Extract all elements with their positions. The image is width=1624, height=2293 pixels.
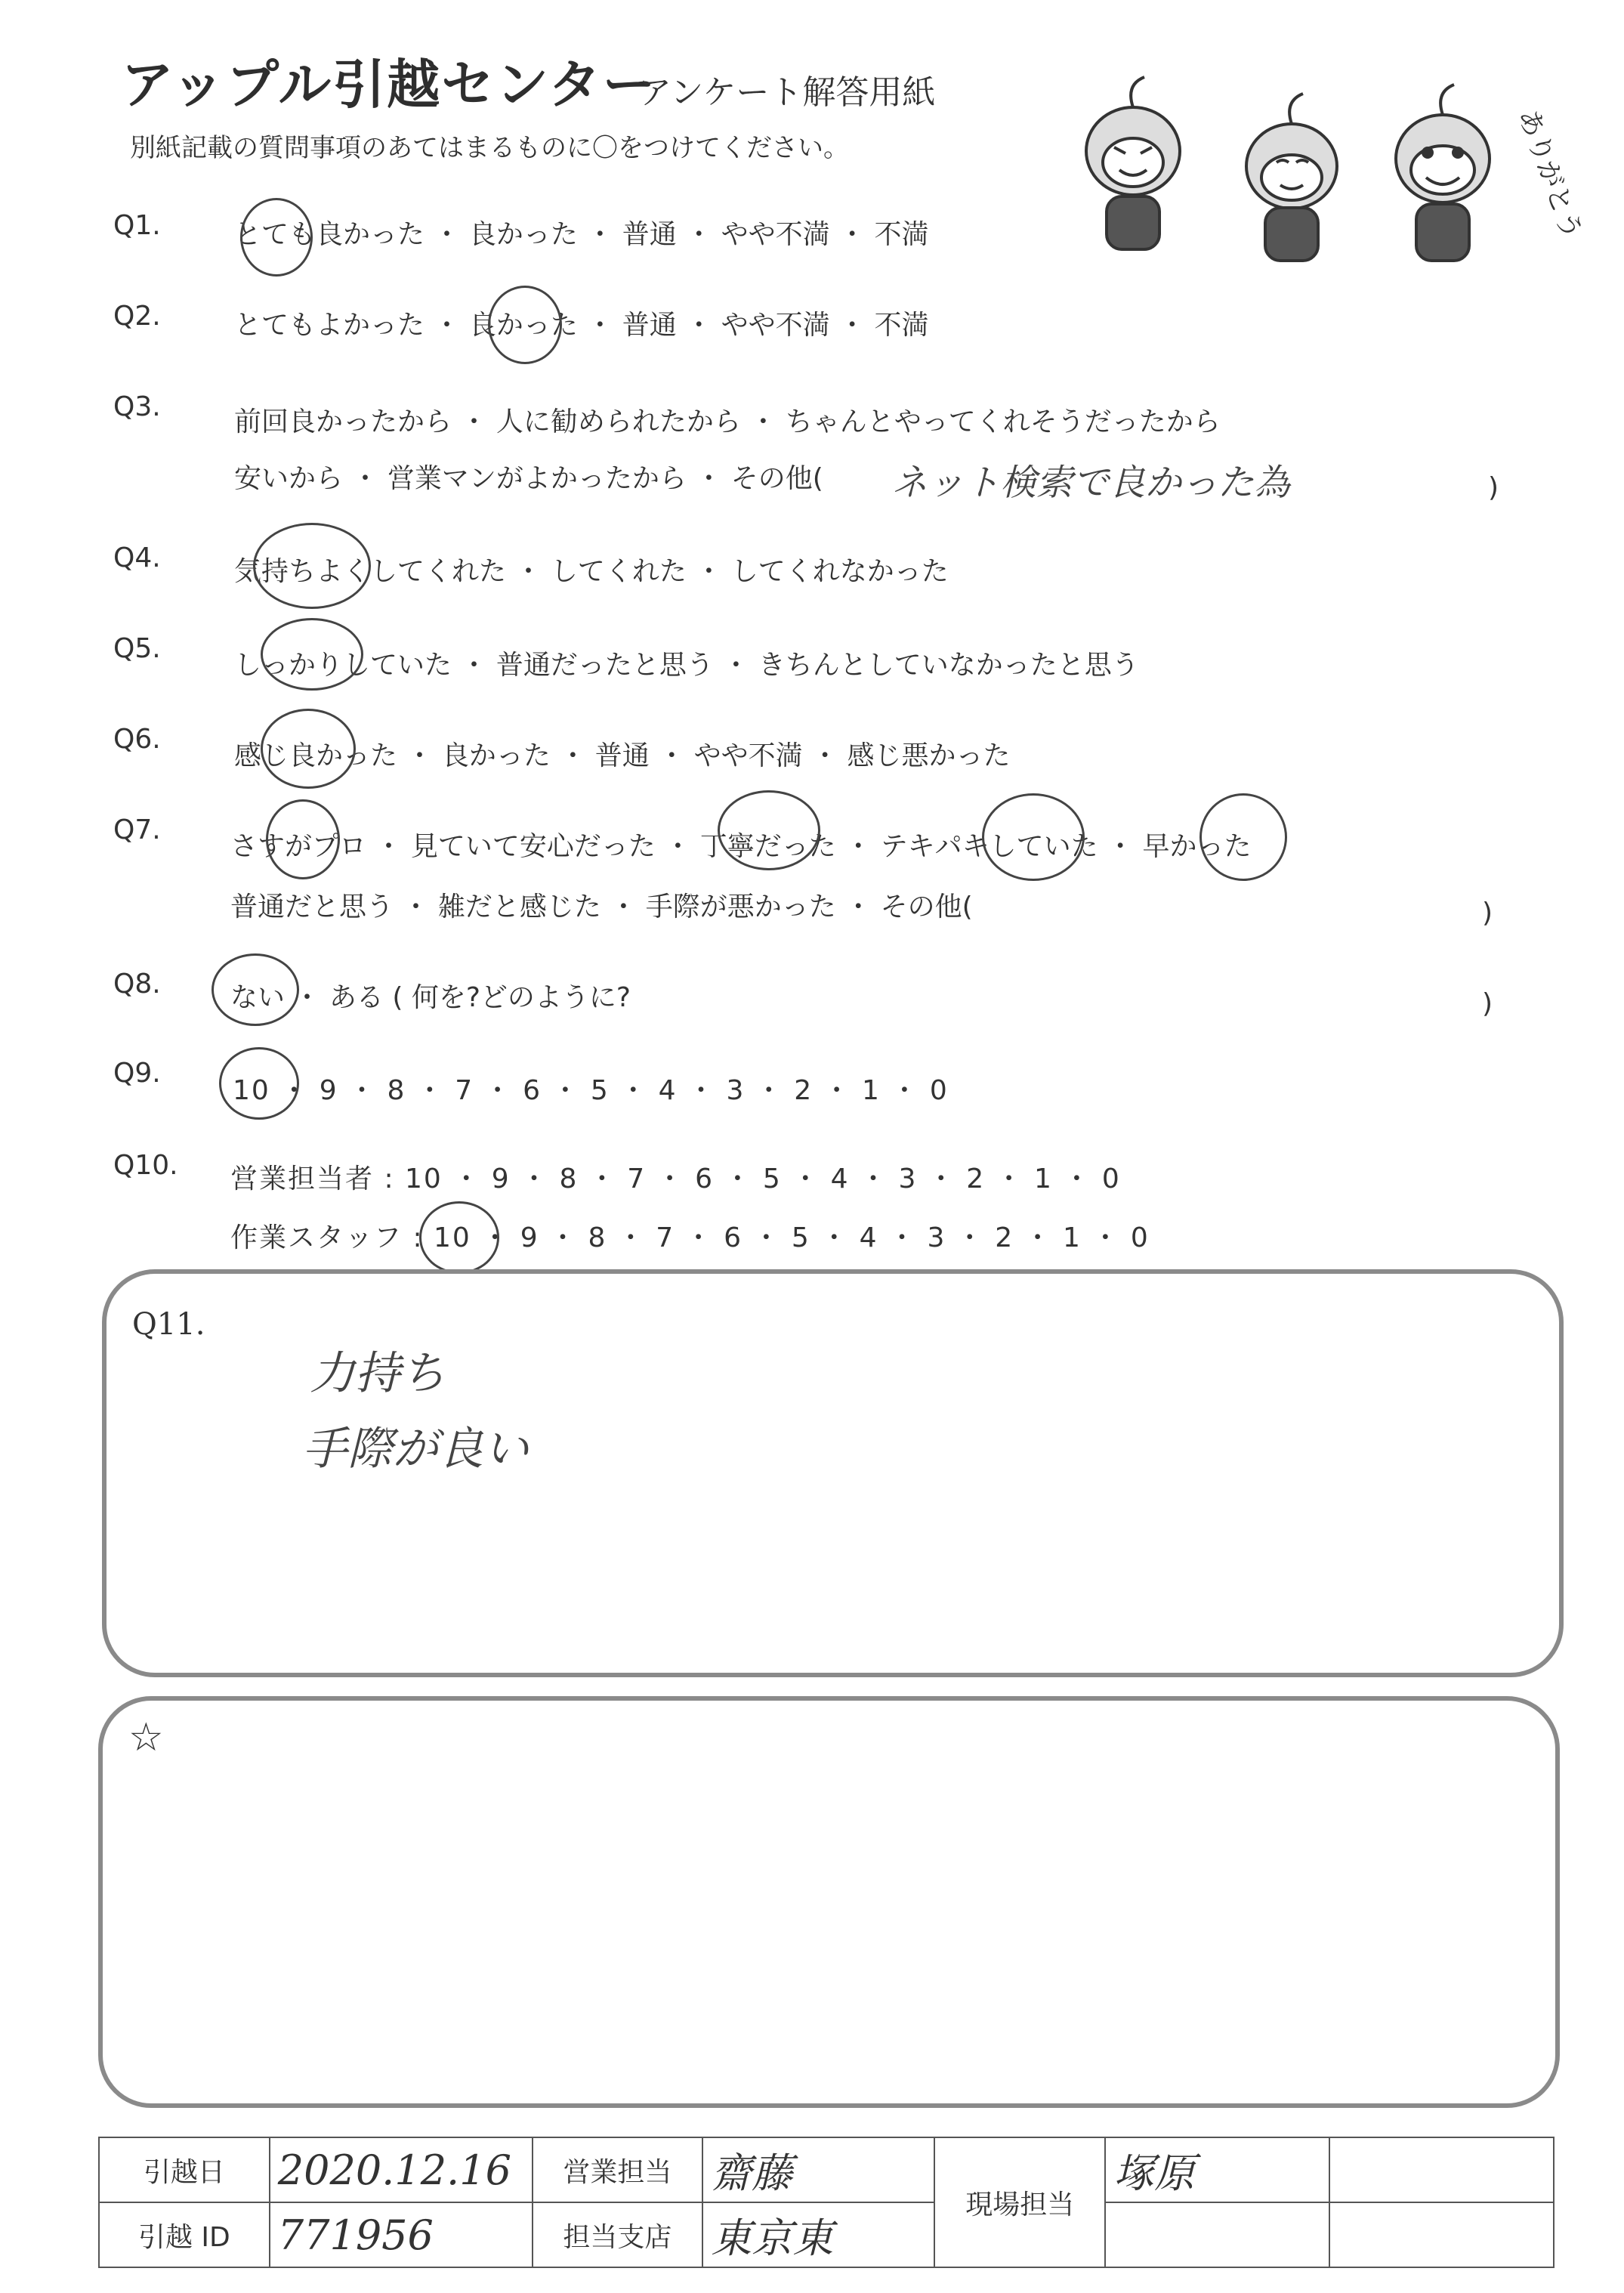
monkey-mascots bbox=[1050, 68, 1588, 280]
company-title: アップル引越センター bbox=[121, 54, 657, 116]
q3-other-answer: ネット検索で良かった為 bbox=[891, 462, 1291, 504]
move-date-value: 2020.12.16 bbox=[270, 2137, 533, 2202]
branch-value: 東京東 bbox=[702, 2202, 934, 2267]
q5-selection-circle bbox=[261, 618, 363, 691]
q2-options: とてもよかった ・ 良かった ・ 普通 ・ やや不満 ・ 不満 bbox=[234, 310, 929, 341]
site-label: 現場担当 bbox=[934, 2137, 1105, 2267]
q6-options: 感じ良かった ・ 良かった ・ 普通 ・ やや不満 ・ 感じ悪かった bbox=[234, 740, 1011, 771]
move-date-label: 引越日 bbox=[99, 2137, 270, 2202]
q6-selection-circle bbox=[261, 709, 356, 789]
q8-label: Q8. bbox=[113, 969, 161, 1000]
q1-options: とても良かった ・ 良かった ・ 普通 ・ やや不満 ・ 不満 bbox=[234, 219, 929, 250]
q3-options-line2: 安いから ・ 営業マンがよかったから ・ その他( bbox=[234, 463, 823, 494]
q7-circle-hayakatta bbox=[1199, 793, 1287, 881]
q5-label: Q5. bbox=[113, 633, 161, 664]
q9-label: Q9. bbox=[113, 1058, 161, 1089]
thanks-text: ありがとう bbox=[1511, 105, 1588, 244]
sales-label: 営業担当 bbox=[533, 2137, 703, 2202]
q7-circle-tekipaki bbox=[982, 793, 1085, 881]
q3-label: Q3. bbox=[113, 391, 161, 422]
star-comment-box bbox=[98, 1696, 1560, 2108]
sales-person-value: 齋藤 bbox=[702, 2137, 934, 2202]
q4-options: 気持ちよくしてくれた ・ してくれた ・ してくれなかった bbox=[234, 556, 949, 587]
q10-staff-scale: 作業スタッフ : 10 ・ 9 ・ 8 ・ 7 ・ 6 ・ 5 ・ 4 ・ 3 ・ 2 ・ 1 ・ 0 bbox=[230, 1222, 1150, 1253]
footer-empty-cell-1 bbox=[1329, 2137, 1554, 2202]
q8-selection-circle bbox=[211, 953, 299, 1026]
q5-options: しっかりしていた ・ 普通だったと思う ・ きちんとしていなかったと思う bbox=[234, 650, 1139, 681]
q7-circle-teinei bbox=[718, 790, 820, 870]
q8-options: ない ・ ある ( 何を?どのように? bbox=[230, 982, 631, 1013]
q10-sales-scale: 営業担当者 : 10 ・ 9 ・ 8 ・ 7 ・ 6 ・ 5 ・ 4 ・ 3 ・ 2 ・ 1 ・ 0 bbox=[230, 1163, 1121, 1194]
q11-answer-line1: 力持ち bbox=[310, 1347, 446, 1400]
q10-label: Q10. bbox=[113, 1150, 178, 1181]
monkey-illustration bbox=[1050, 68, 1588, 280]
q7-circle-pro bbox=[266, 799, 340, 879]
q1-selection-circle bbox=[240, 198, 313, 277]
form-subtitle: アンケート解答用紙 bbox=[638, 73, 936, 112]
move-id-label: 引越 ID bbox=[99, 2202, 270, 2267]
q11-answer-line2: 手際が良い bbox=[302, 1423, 529, 1476]
q6-label: Q6. bbox=[113, 724, 161, 755]
q4-selection-circle bbox=[253, 523, 371, 609]
footer-empty-cell-3 bbox=[1329, 2202, 1554, 2267]
q2-label: Q2. bbox=[113, 301, 161, 332]
q2-selection-circle bbox=[488, 286, 562, 364]
q7-options-line2: 普通だと思う ・ 雑だと感じた ・ 手際が悪かった ・ その他( bbox=[230, 892, 973, 922]
q10-selection-circle bbox=[419, 1201, 499, 1274]
q9-scale: 10 ・ 9 ・ 8 ・ 7 ・ 6 ・ 5 ・ 4 ・ 3 ・ 2 ・ 1 ・ 0 bbox=[233, 1075, 949, 1106]
q7-label: Q7. bbox=[113, 814, 161, 845]
site-person-value: 塚原 bbox=[1105, 2137, 1329, 2202]
q9-selection-circle bbox=[219, 1047, 299, 1120]
q1-label: Q1. bbox=[113, 210, 161, 241]
q11-label: Q11. bbox=[132, 1307, 205, 1342]
move-id-value: 771956 bbox=[270, 2202, 533, 2267]
instructions: 別紙記載の質問事項のあてはまるものに〇をつけてください。 bbox=[130, 133, 849, 163]
q4-label: Q4. bbox=[113, 542, 161, 573]
q3-options-line1: 前回良かったから ・ 人に勧められたから ・ ちゃんとやってくれそうだったから bbox=[234, 406, 1221, 437]
footer-info-table bbox=[98, 2137, 1555, 2268]
footer-empty-cell-2 bbox=[1105, 2202, 1329, 2267]
branch-label: 担当支店 bbox=[533, 2202, 703, 2267]
star-icon: ☆ bbox=[128, 1715, 164, 1760]
q8-close-paren: ) bbox=[1482, 988, 1493, 1019]
q7-close-paren: ) bbox=[1482, 898, 1493, 929]
q7-options-line1: さすがプロ ・ 見ていて安心だった ・ 丁寧だった ・ テキパキしていた ・ 早かった bbox=[230, 831, 1252, 862]
q3-close-paren: ) bbox=[1488, 472, 1499, 503]
